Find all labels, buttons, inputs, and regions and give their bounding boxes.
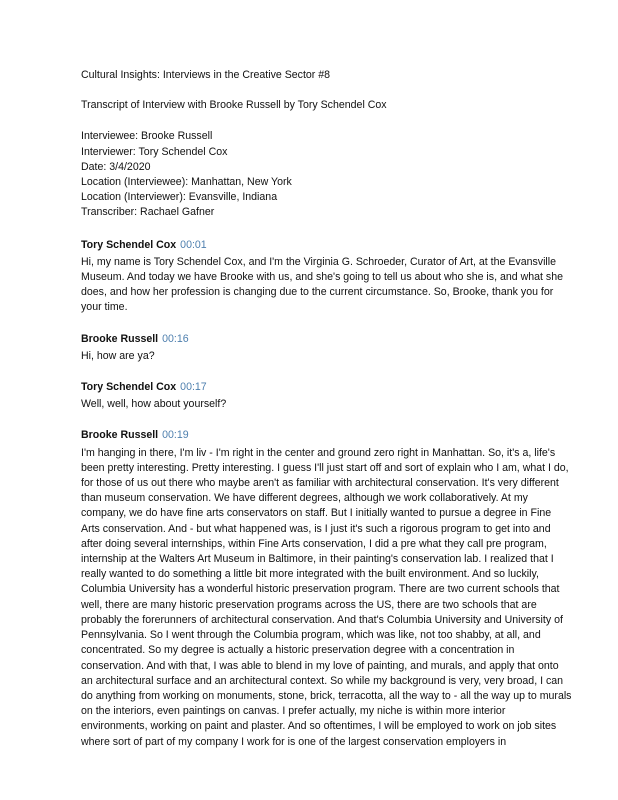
timestamp: 00:19 xyxy=(162,429,189,442)
turn xyxy=(81,332,572,364)
speaker-name: Brooke Russell xyxy=(81,332,159,345)
timestamp: 00:01 xyxy=(180,238,207,251)
interview-metadata xyxy=(81,129,572,220)
speaker-line xyxy=(81,332,572,347)
transcript-title: Transcript of Interview with Brooke Russell by Tory Schendel Cox xyxy=(81,99,387,112)
turn xyxy=(81,428,572,749)
speaker-line xyxy=(81,238,572,253)
meta-location-interviewer: Location (Interviewer): Evansville, Indiana xyxy=(81,191,278,204)
turn xyxy=(81,238,572,316)
meta-interviewer: Interviewer: Tory Schendel Cox xyxy=(81,145,228,158)
speaker-line xyxy=(81,380,572,395)
meta-interviewee: Interviewee: Brooke Russell xyxy=(81,130,213,143)
meta-location-interviewee: Location (Interviewee): Manhattan, New York xyxy=(81,176,292,189)
timestamp: 00:17 xyxy=(180,381,207,394)
speaker-name: Tory Schendel Cox xyxy=(81,238,177,251)
timestamp: 00:16 xyxy=(162,332,189,345)
speech-text: Well, well, how about yourself? xyxy=(81,398,227,411)
speech-text: I'm hanging in there, I'm liv - I'm right in the center and ground zero right in Manhattan. So, it's a, life's been pretty interesting. Pretty interesting. I guess I'll just start off and sort of explain who I am, what I do, for those of us out there who maybe aren't as familiar with architectural conservation. It's very different than museum conservation. We have different degrees, although we work collaboratively. At my company, we do have fine arts conservators on staff. But I initially wanted to pursue a degree in Fine Arts conservation. And - but what happened was, is I just it's such a rigorous program to get into and after doing several internships, within Fine Arts conservation, I did a pre what they call pre program, internship at the Walters Art Museum in Baltimore, in their painting's conservation lab. I realized that I really wanted to do something a little bit more integrated with the built environment. And so luckily, Columbia University has a wonderful historic preservation program. There are two current schools that well, there are many historic preservation programs across the US, there are two schools that are probably the forerunners of architectural conservation. And that's Columbia University and University of Pennsylvania. So I went through the Columbia program, which was like, not too shabby, at all, and concentrated. So my degree is actually a historic preservation degree with a concentration in conservation. And with that, I was able to blend in my love of painting, and murals, and apply that onto an architectural surface and an architectural context. So while my background is very, very broad, I can do anything from working on monuments, stone, brick, terracotta, all the way to - all the way up to murals on the interiors, even paintings on canvas. I prefer actually, my niche is within more interior environments, working on paint and plaster. And so oftentimes, I will be employed to work on job sites where sort of part of my company I work for is one of the largest conservation employers in xyxy=(81,446,572,748)
speaker-line xyxy=(81,428,572,443)
speech-text: Hi, my name is Tory Schendel Cox, and I'm the Virginia G. Schroeder, Curator of Art, at the Evansville Museum. And today we have Brooke with us, and she's going to tell us about who she is, and what she does, and how her profession is changing due to the current circumstance. So, Brooke, thank you for your time. xyxy=(81,255,563,314)
speaker-name: Tory Schendel Cox xyxy=(81,381,177,394)
turn xyxy=(81,380,572,412)
meta-date: Date: 3/4/2020 xyxy=(81,160,151,173)
meta-transcriber: Transcriber: Rachael Gafner xyxy=(81,206,215,219)
series-title: Cultural Insights: Interviews in the Creative Sector #8 xyxy=(81,69,331,81)
speech-text: Hi, how are ya? xyxy=(81,349,155,362)
speaker-name: Brooke Russell xyxy=(81,429,159,442)
